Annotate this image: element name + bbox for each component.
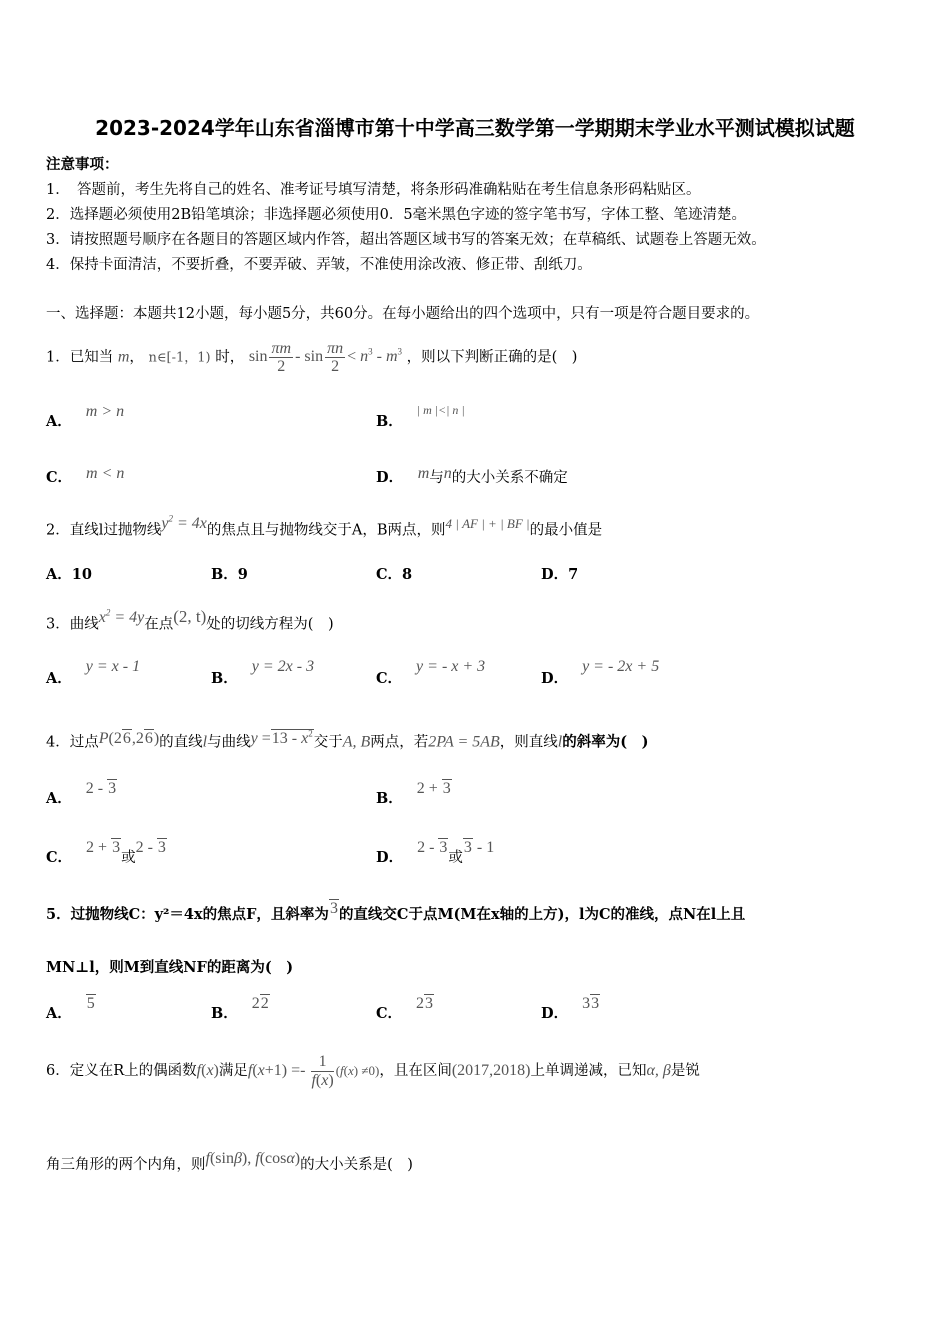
q2-option-a[interactable]	[46, 563, 92, 584]
q2-mid: 的焦点且与抛物线交于A，B两点，则	[206, 522, 446, 539]
q3-point: (2, t)	[173, 607, 207, 627]
q3-suffix: 处的切线方程为( )	[206, 616, 334, 633]
question-3	[46, 604, 334, 634]
q1-var-m: m	[117, 348, 130, 366]
option-label: C．	[46, 849, 73, 866]
q6-compare: f(sinβ), f(cosα)	[205, 1150, 301, 1167]
option-value: 10	[71, 566, 92, 583]
option-math: 2 - 3	[85, 780, 117, 797]
q6-text: ，且在区间	[379, 1063, 452, 1079]
option-coef: 2	[416, 995, 425, 1012]
option-math: 2 - 3	[417, 839, 448, 856]
option-value: 9	[237, 566, 248, 583]
option-radicand: 2	[260, 995, 269, 1012]
q6-text: 的大小关系是( )	[300, 1157, 413, 1173]
option-label: D．	[541, 1005, 569, 1022]
q4-suffix: 的斜率为( )	[562, 733, 649, 751]
q6-text: 上单调递减，已知	[530, 1063, 647, 1079]
q6-equation: f(x+1) =- $\frac{1}{f(x)}$ (f(x) ≠0)	[247, 1053, 380, 1089]
q5-option-d[interactable]	[541, 995, 600, 1023]
option-label: B．	[211, 1005, 238, 1022]
option-label: A．	[46, 1005, 72, 1022]
option-math	[86, 995, 96, 1012]
option-label: A．	[46, 790, 72, 807]
section-heading: 一、选择题：本题共12小题，每小题5分，共60分。在每小题给出的四个选项中，只有一项是符合题目要求的。	[46, 306, 760, 322]
q6-line2	[46, 1150, 413, 1180]
option-math: | m |<| n |	[416, 403, 465, 417]
page-title: 2023-2024学年山东省淄博市第十中学高三数学第一学期期末学业水平测试模拟试题	[95, 116, 855, 140]
option-var-n: n	[443, 465, 452, 482]
q4-prefix: 4．过点	[46, 734, 99, 751]
q4-option-b[interactable]	[376, 780, 452, 808]
question-6	[46, 1046, 700, 1096]
q4-option-a[interactable]	[46, 780, 117, 808]
q4-option-d[interactable]	[376, 839, 495, 867]
q2-option-d[interactable]	[541, 563, 578, 584]
q5-text: 5．过抛物线C：y²＝4x的焦点F，且斜率为	[46, 906, 329, 923]
option-radicand: 3	[425, 995, 434, 1012]
option-label: B．	[376, 413, 403, 430]
q6-text: 满足	[218, 1063, 248, 1079]
option-math	[252, 995, 270, 1012]
option-math: y = x - 1	[85, 658, 141, 675]
notes-heading: 注意事项：	[46, 156, 119, 173]
question-5	[46, 900, 745, 930]
option-math: m < n	[86, 465, 125, 482]
option-math: 3 - 1	[463, 839, 495, 856]
q5-option-b[interactable]	[211, 995, 270, 1023]
q6-angles: α, β	[646, 1062, 671, 1079]
q4-line-l: l	[557, 733, 563, 751]
option-label: D．	[376, 849, 404, 866]
q3-option-c[interactable]	[376, 658, 486, 688]
q3-option-b[interactable]	[211, 658, 315, 688]
note-item: 4．保持卡面清洁，不要折叠，不要弄破、弄皱，不准使用涂改液、修正带、刮纸刀。	[46, 257, 592, 273]
option-math	[416, 995, 434, 1012]
option-label: A．	[46, 413, 72, 430]
q2-parabola: $y^2 = 4x$	[161, 514, 207, 533]
q5-text: 的直线交C于点M(M在x轴的上方)，l为C的准线，点N在l上且	[338, 906, 746, 923]
q3-mid: 在点	[144, 616, 174, 633]
q4-option-c[interactable]	[46, 839, 167, 867]
option-text: 或	[121, 850, 136, 866]
q4-mid: ，则直线	[499, 734, 558, 751]
option-value: 7	[568, 566, 579, 583]
q5-option-c[interactable]	[376, 995, 434, 1023]
option-label: A．	[46, 566, 72, 583]
q1-prefix: 1．已知当	[46, 349, 114, 366]
question-4	[46, 720, 648, 754]
q5-line2: MN⊥l，则M到直线NF的距离为( )	[46, 959, 294, 976]
option-label: B．	[211, 566, 238, 583]
q4-points-ab: A, B	[342, 733, 371, 751]
q5-slope: 3	[329, 900, 338, 917]
q6-text: 角三角形的两个内角，则	[46, 1157, 206, 1173]
q4-curve: $y =13 - x^2$	[250, 729, 313, 748]
q6-interval: (2017,2018)	[451, 1062, 531, 1079]
q4-line-l: l	[202, 733, 208, 751]
option-label: A．	[46, 670, 72, 687]
option-math: m > n	[85, 403, 125, 420]
option-label: C．	[376, 670, 403, 687]
q3-prefix: 3．曲线	[46, 616, 99, 633]
q2-suffix: 的最小值是	[529, 522, 603, 539]
q4-condition: 2PA = 5AB	[428, 733, 500, 751]
q3-curve: $x^2 = 4y$	[98, 608, 145, 627]
option-label: C．	[46, 469, 73, 486]
q4-point: P(26,26)	[98, 730, 160, 748]
option-label: D．	[541, 566, 569, 583]
q1-option-b[interactable]	[376, 403, 465, 431]
question-2	[46, 510, 602, 540]
q1-condition: n∈[-1，1)	[148, 350, 211, 366]
option-math: y = 2x - 3	[251, 658, 315, 675]
q1-option-a[interactable]	[46, 403, 125, 431]
option-radicand: 5	[86, 995, 95, 1012]
q4-mid: 交于	[313, 734, 343, 751]
note-item: 1． 答题前，考生先将自己的姓名、准考证号填写清楚，将条形码准确粘贴在考生信息条形码粘贴区。	[46, 182, 701, 198]
q1-inequality: sin $\frac{\pi m}{2}$ - sin $\frac{\pi n}{2}$ < $n^3 - m^3$	[248, 339, 402, 376]
q2-prefix: 2．直线l过抛物线	[46, 522, 162, 539]
q4-mid: 的直线	[159, 734, 203, 751]
q1-option-d[interactable]	[376, 466, 568, 487]
q6-text: 6．定义在R上的偶函数	[46, 1063, 197, 1079]
q3-option-a[interactable]	[46, 658, 141, 688]
option-coef: 2	[251, 995, 260, 1012]
q4-mid: 与曲线	[207, 734, 251, 751]
q1-suffix: ，则以下判断正确的是( )	[406, 349, 578, 366]
option-math: y = - x + 3	[416, 658, 486, 675]
q6-fx: f(x)	[196, 1062, 219, 1079]
option-label: D．	[376, 469, 404, 486]
option-label: B．	[376, 790, 403, 807]
option-radicand: 3	[591, 995, 600, 1012]
option-math: 2 - 3	[135, 839, 166, 856]
q6-text: 是锐	[670, 1063, 700, 1079]
option-label: D．	[541, 670, 569, 687]
option-value: 8	[402, 566, 413, 583]
q2-expr: 4 | AF | + | BF |	[445, 516, 530, 532]
q2-option-b[interactable]	[211, 563, 248, 584]
option-text: 与	[429, 470, 444, 486]
option-label: C．	[376, 1005, 403, 1022]
option-label: B．	[211, 670, 238, 687]
q2-option-c[interactable]	[376, 563, 412, 584]
option-math	[582, 995, 600, 1012]
note-item: 3．请按照题号顺序在各题目的答题区域内作答，超出答题区域书写的答案无效；在草稿纸、试题卷上答题无效。	[46, 232, 766, 248]
option-label: C．	[376, 566, 403, 583]
q1-option-c[interactable]	[46, 466, 124, 487]
q5-option-a[interactable]	[46, 995, 96, 1023]
option-var-m: m	[417, 465, 430, 482]
question-1: 1．已知当 m， n∈[-1，1) 时， sin $\frac{\pi m}{2}$ - sin $\frac{\pi n}{2}$ < $n^3 - m^3$ ，则以下判断正确的是( )	[46, 339, 578, 376]
option-coef: 3	[582, 995, 591, 1012]
q4-mid: 两点，若	[370, 734, 429, 751]
option-math: 2 + 3	[86, 839, 121, 856]
option-math: y = - 2x + 5	[582, 658, 660, 675]
q3-option-d[interactable]	[541, 658, 660, 688]
q1-mid: 时，	[215, 349, 245, 366]
option-text: 的大小关系不确定	[451, 470, 568, 486]
option-text: 或	[448, 850, 463, 866]
note-item: 2．选择题必须使用2B铅笔填涂；非选择题必须使用0．5毫米黑色字迹的签字笔书写，字体工整、笔迹清楚。	[46, 207, 747, 223]
option-math: 2 + 3	[416, 780, 451, 797]
